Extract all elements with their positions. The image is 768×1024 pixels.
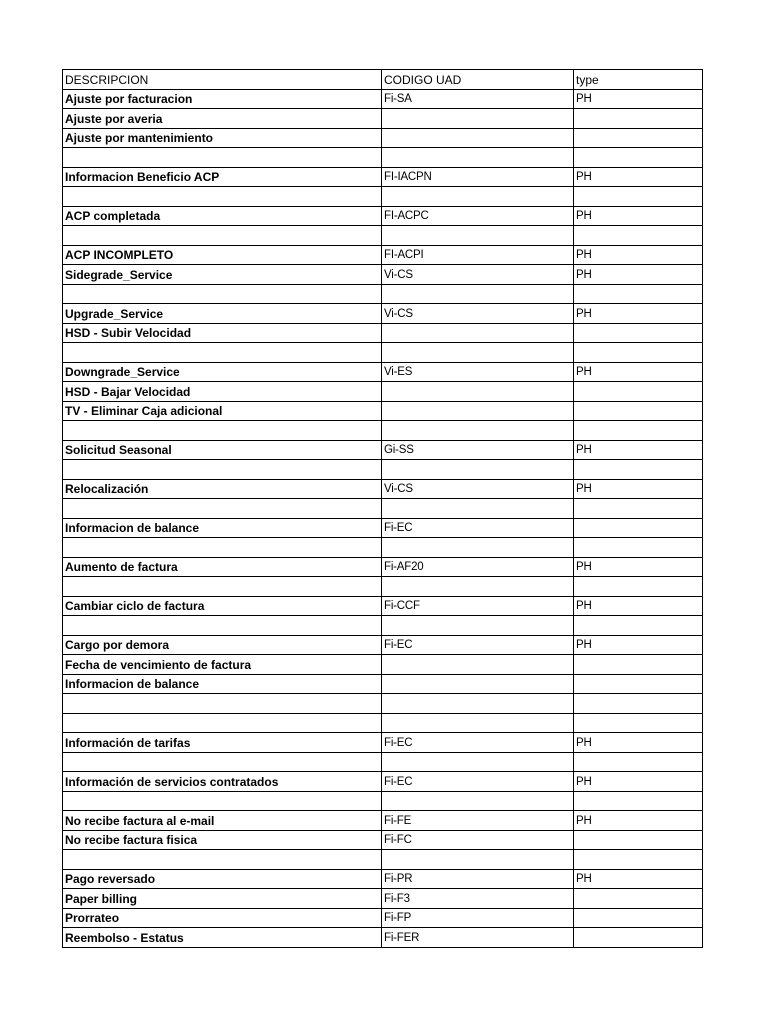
- cell-type[interactable]: [574, 109, 703, 129]
- cell-type[interactable]: [574, 908, 703, 928]
- cell-descripcion[interactable]: [63, 577, 382, 597]
- cell-codigo-uad[interactable]: Fi-SA: [382, 89, 574, 109]
- table-row: [63, 109, 703, 129]
- table-row: [63, 479, 703, 499]
- cell-codigo-uad[interactable]: [382, 128, 574, 148]
- cell-codigo-uad[interactable]: [382, 752, 574, 772]
- table-row: [63, 323, 703, 343]
- cell-type[interactable]: [574, 889, 703, 909]
- cell-type[interactable]: PH: [574, 265, 703, 285]
- cell-descripcion[interactable]: [63, 616, 382, 636]
- cell-codigo-uad[interactable]: [382, 187, 574, 207]
- cell-codigo-uad[interactable]: [382, 460, 574, 480]
- table-row: [63, 713, 703, 733]
- cell-descripcion[interactable]: Informacion Beneficio ACP: [63, 167, 382, 187]
- table-row: [63, 499, 703, 519]
- table-row: [63, 304, 703, 324]
- table-row: [63, 616, 703, 636]
- cell-codigo-uad[interactable]: Fi-FP: [382, 908, 574, 928]
- cell-descripcion[interactable]: [63, 499, 382, 519]
- cell-type[interactable]: [574, 791, 703, 811]
- table-row: [63, 850, 703, 870]
- cell-type[interactable]: PH: [574, 596, 703, 616]
- cell-type[interactable]: PH: [574, 89, 703, 109]
- cell-descripcion[interactable]: Ajuste por mantenimiento: [63, 128, 382, 148]
- cell-type[interactable]: [574, 499, 703, 519]
- cell-descripcion[interactable]: Aumento de factura: [63, 557, 382, 577]
- cell-codigo-uad[interactable]: [382, 791, 574, 811]
- cell-descripcion[interactable]: Upgrade_Service: [63, 304, 382, 324]
- table-row: [63, 635, 703, 655]
- cell-descripcion[interactable]: [63, 850, 382, 870]
- table-row: [63, 655, 703, 675]
- cell-codigo-uad[interactable]: [382, 343, 574, 363]
- cell-descripcion[interactable]: [63, 791, 382, 811]
- cell-descripcion[interactable]: No recibe factura al e-mail: [63, 811, 382, 831]
- table-row: [63, 187, 703, 207]
- table-row: [63, 128, 703, 148]
- cell-descripcion[interactable]: [63, 713, 382, 733]
- cell-type[interactable]: PH: [574, 206, 703, 226]
- cell-codigo-uad[interactable]: [382, 109, 574, 129]
- cell-codigo-uad[interactable]: Fi-FC: [382, 830, 574, 850]
- cell-type[interactable]: [574, 148, 703, 168]
- table-row: [63, 908, 703, 928]
- cell-codigo-uad[interactable]: Fi-CCF: [382, 596, 574, 616]
- table-row: [63, 830, 703, 850]
- cell-type[interactable]: [574, 518, 703, 538]
- cell-type[interactable]: [574, 830, 703, 850]
- cell-descripcion[interactable]: Pago reversado: [63, 869, 382, 889]
- cell-descripcion[interactable]: ACP INCOMPLETO: [63, 245, 382, 265]
- cell-codigo-uad[interactable]: Vi-ES: [382, 362, 574, 382]
- cell-type[interactable]: [574, 401, 703, 421]
- table-row: [63, 538, 703, 558]
- cell-type[interactable]: PH: [574, 245, 703, 265]
- cell-descripcion[interactable]: Ajuste por facturacion: [63, 89, 382, 109]
- table-row: [63, 889, 703, 909]
- cell-codigo-uad[interactable]: [382, 538, 574, 558]
- cell-codigo-uad[interactable]: Fi-AF20: [382, 557, 574, 577]
- cell-codigo-uad[interactable]: Vi-CS: [382, 265, 574, 285]
- table-row: [63, 557, 703, 577]
- cell-type[interactable]: PH: [574, 635, 703, 655]
- cell-codigo-uad[interactable]: Fi-FE: [382, 811, 574, 831]
- cell-codigo-uad[interactable]: Gi-SS: [382, 440, 574, 460]
- header-codigo-uad[interactable]: CODIGO UAD: [382, 70, 574, 90]
- cell-type[interactable]: [574, 616, 703, 636]
- cell-descripcion[interactable]: Reembolso - Estatus: [63, 928, 382, 948]
- cell-codigo-uad[interactable]: Fi-EC: [382, 635, 574, 655]
- table-row: [63, 89, 703, 109]
- cell-type[interactable]: [574, 382, 703, 402]
- cell-codigo-uad[interactable]: [382, 674, 574, 694]
- cell-type[interactable]: [574, 460, 703, 480]
- cell-type[interactable]: [574, 694, 703, 714]
- cell-codigo-uad[interactable]: Fi-EC: [382, 518, 574, 538]
- table-row: [63, 674, 703, 694]
- cell-descripcion[interactable]: Sidegrade_Service: [63, 265, 382, 285]
- cell-descripcion[interactable]: HSD - Subir Velocidad: [63, 323, 382, 343]
- cell-type[interactable]: PH: [574, 362, 703, 382]
- table-row: [63, 596, 703, 616]
- cell-codigo-uad[interactable]: [382, 713, 574, 733]
- cell-codigo-uad[interactable]: [382, 323, 574, 343]
- spreadsheet-table: [62, 69, 703, 948]
- cell-descripcion[interactable]: [63, 694, 382, 714]
- cell-codigo-uad[interactable]: FI-ACPC: [382, 206, 574, 226]
- cell-descripcion[interactable]: Cambiar ciclo de factura: [63, 596, 382, 616]
- cell-codigo-uad[interactable]: [382, 694, 574, 714]
- cell-descripcion[interactable]: HSD - Bajar Velocidad: [63, 382, 382, 402]
- cell-type[interactable]: PH: [574, 733, 703, 753]
- cell-codigo-uad[interactable]: Fi-PR: [382, 869, 574, 889]
- cell-type[interactable]: [574, 538, 703, 558]
- cell-descripcion[interactable]: Fecha de vencimiento de factura: [63, 655, 382, 675]
- cell-type[interactable]: PH: [574, 557, 703, 577]
- cell-descripcion[interactable]: No recibe factura fisica: [63, 830, 382, 850]
- table-row: [63, 362, 703, 382]
- cell-descripcion[interactable]: Relocalización: [63, 479, 382, 499]
- cell-descripcion[interactable]: [63, 421, 382, 441]
- cell-type[interactable]: [574, 226, 703, 246]
- table-row: [63, 460, 703, 480]
- cell-type[interactable]: [574, 713, 703, 733]
- table-row: [63, 401, 703, 421]
- cell-descripcion[interactable]: Información de servicios contratados: [63, 772, 382, 792]
- cell-codigo-uad[interactable]: [382, 577, 574, 597]
- table-row: [63, 421, 703, 441]
- cell-type[interactable]: [574, 284, 703, 304]
- cell-descripcion[interactable]: Downgrade_Service: [63, 362, 382, 382]
- cell-descripcion[interactable]: [63, 226, 382, 246]
- cell-codigo-uad[interactable]: Fi-FER: [382, 928, 574, 948]
- cell-type[interactable]: PH: [574, 811, 703, 831]
- cell-descripcion[interactable]: [63, 187, 382, 207]
- table-row: [63, 869, 703, 889]
- cell-codigo-uad[interactable]: [382, 401, 574, 421]
- cell-codigo-uad[interactable]: Fi-F3: [382, 889, 574, 909]
- cell-descripcion[interactable]: Informacion de balance: [63, 518, 382, 538]
- cell-codigo-uad[interactable]: [382, 284, 574, 304]
- cell-codigo-uad[interactable]: [382, 226, 574, 246]
- cell-type[interactable]: PH: [574, 772, 703, 792]
- table-row: [63, 284, 703, 304]
- cell-descripcion[interactable]: Información de tarifas: [63, 733, 382, 753]
- cell-type[interactable]: [574, 128, 703, 148]
- table-row: [63, 226, 703, 246]
- cell-codigo-uad[interactable]: Vi-CS: [382, 304, 574, 324]
- table-row: [63, 440, 703, 460]
- table-row: [63, 382, 703, 402]
- cell-codigo-uad[interactable]: FI-ACPI: [382, 245, 574, 265]
- cell-type[interactable]: [574, 655, 703, 675]
- cell-codigo-uad[interactable]: FI-IACPN: [382, 167, 574, 187]
- header-type[interactable]: type: [574, 70, 703, 90]
- cell-codigo-uad[interactable]: [382, 655, 574, 675]
- table-row: [63, 245, 703, 265]
- table-body: [63, 70, 703, 948]
- cell-type[interactable]: [574, 187, 703, 207]
- cell-descripcion[interactable]: [63, 538, 382, 558]
- header-row: [63, 70, 703, 90]
- cell-descripcion[interactable]: [63, 284, 382, 304]
- cell-descripcion[interactable]: Solicitud Seasonal: [63, 440, 382, 460]
- table-row: [63, 733, 703, 753]
- cell-type[interactable]: PH: [574, 167, 703, 187]
- cell-codigo-uad[interactable]: [382, 382, 574, 402]
- cell-descripcion[interactable]: [63, 343, 382, 363]
- cell-codigo-uad[interactable]: [382, 850, 574, 870]
- cell-codigo-uad[interactable]: Fi-EC: [382, 733, 574, 753]
- table-row: [63, 811, 703, 831]
- cell-type[interactable]: PH: [574, 479, 703, 499]
- cell-type[interactable]: [574, 850, 703, 870]
- table-row: [63, 206, 703, 226]
- cell-codigo-uad[interactable]: [382, 421, 574, 441]
- cell-type[interactable]: [574, 752, 703, 772]
- cell-codigo-uad[interactable]: Fi-EC: [382, 772, 574, 792]
- table-row: [63, 343, 703, 363]
- cell-type[interactable]: PH: [574, 440, 703, 460]
- table-row: [63, 518, 703, 538]
- cell-descripcion[interactable]: [63, 460, 382, 480]
- cell-descripcion[interactable]: ACP completada: [63, 206, 382, 226]
- header-descripcion[interactable]: DESCRIPCION: [63, 70, 382, 90]
- cell-descripcion[interactable]: [63, 148, 382, 168]
- cell-codigo-uad[interactable]: [382, 616, 574, 636]
- table-row: [63, 928, 703, 948]
- cell-codigo-uad[interactable]: Vi-CS: [382, 479, 574, 499]
- table-row: [63, 265, 703, 285]
- table-row: [63, 752, 703, 772]
- cell-codigo-uad[interactable]: [382, 499, 574, 519]
- cell-type[interactable]: PH: [574, 304, 703, 324]
- cell-descripcion[interactable]: [63, 752, 382, 772]
- cell-descripcion[interactable]: Informacion de balance: [63, 674, 382, 694]
- cell-type[interactable]: [574, 674, 703, 694]
- cell-type[interactable]: [574, 323, 703, 343]
- cell-type[interactable]: [574, 343, 703, 363]
- table-row: [63, 791, 703, 811]
- cell-type[interactable]: PH: [574, 869, 703, 889]
- cell-descripcion[interactable]: Ajuste por averia: [63, 109, 382, 129]
- cell-type[interactable]: [574, 928, 703, 948]
- table-row: [63, 148, 703, 168]
- cell-codigo-uad[interactable]: [382, 148, 574, 168]
- cell-descripcion[interactable]: TV - Eliminar Caja adicional: [63, 401, 382, 421]
- cell-descripcion[interactable]: Paper billing: [63, 889, 382, 909]
- cell-descripcion[interactable]: Cargo por demora: [63, 635, 382, 655]
- cell-type[interactable]: [574, 421, 703, 441]
- table-row: [63, 772, 703, 792]
- table-row: [63, 577, 703, 597]
- cell-type[interactable]: [574, 577, 703, 597]
- cell-descripcion[interactable]: Prorrateo: [63, 908, 382, 928]
- table-row: [63, 694, 703, 714]
- table-row: [63, 167, 703, 187]
